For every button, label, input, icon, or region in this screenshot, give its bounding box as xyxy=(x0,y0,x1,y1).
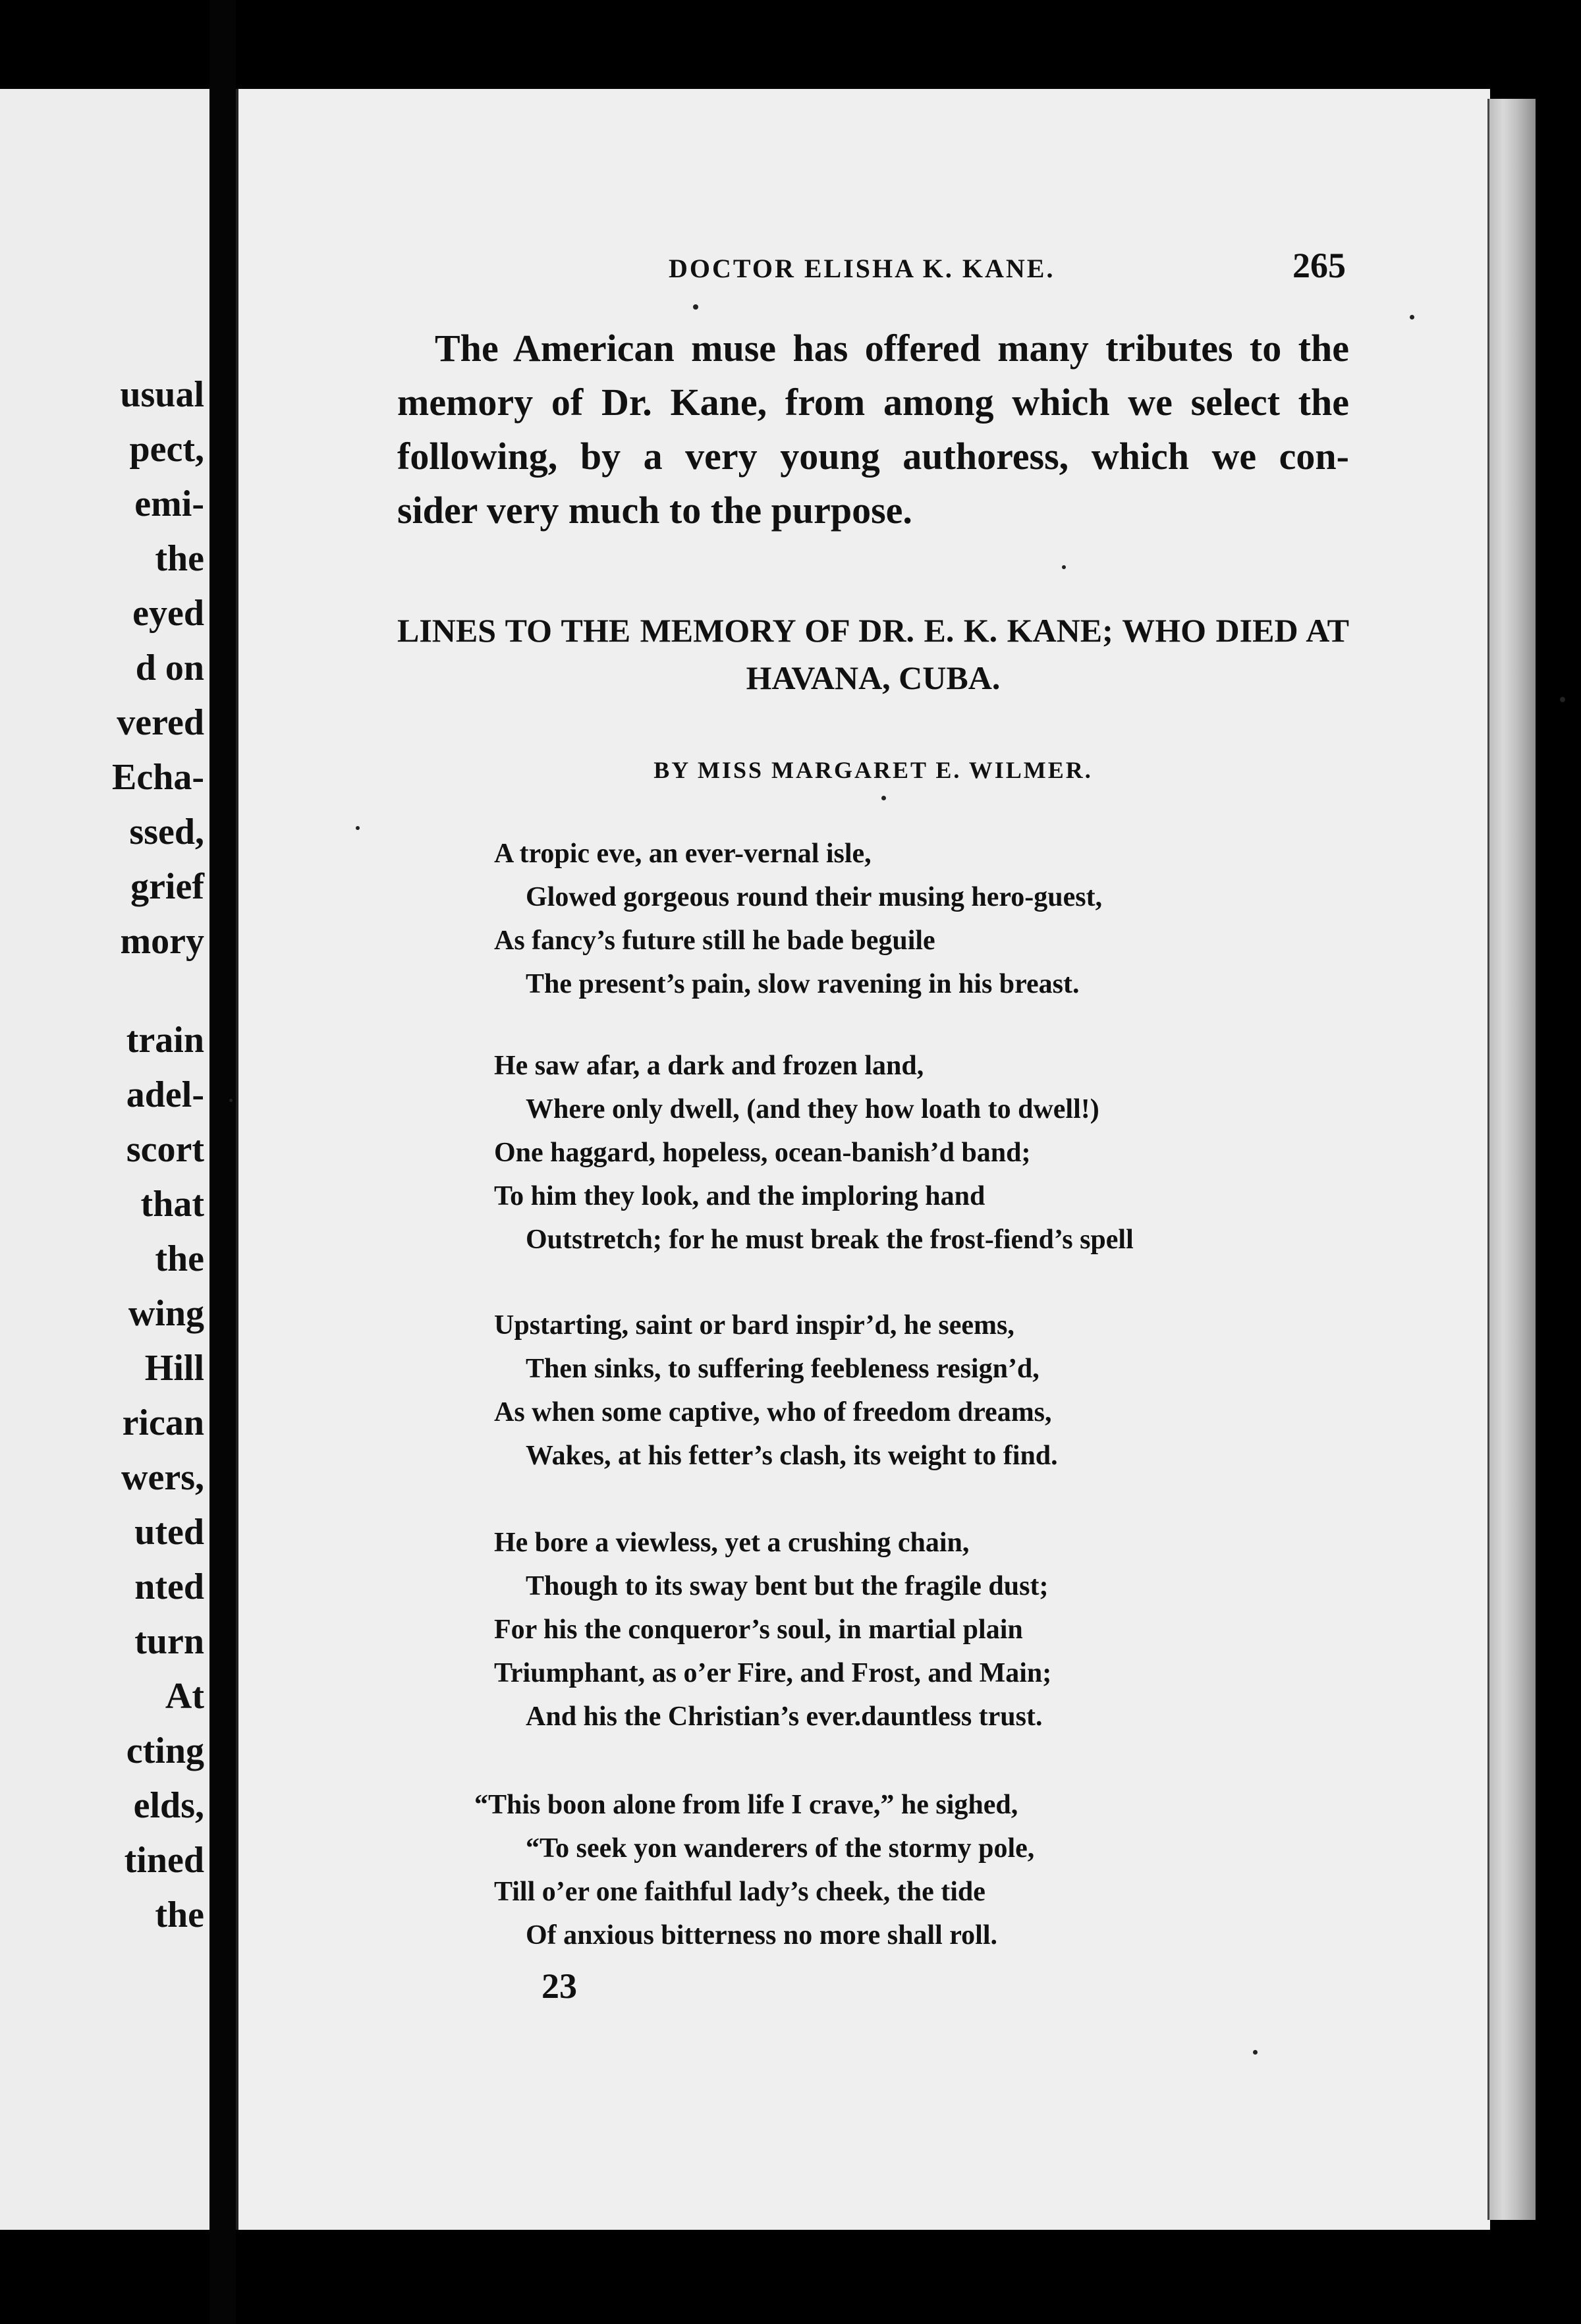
poem-heading: LINES TO THE MEMORY OF DR. E. K. KANE; WHO DIED AT xyxy=(397,612,1349,649)
scan-speck xyxy=(693,304,698,310)
poem-line: “This boon alone from life I crave,” he sighed, xyxy=(474,1790,1018,1820)
poem-line: Of anxious bitterness no more shall roll. xyxy=(526,1920,997,1950)
left-page-fragment: Echa- xyxy=(112,757,204,798)
scan-speck xyxy=(1560,697,1565,702)
left-page-fragment: the xyxy=(155,538,204,579)
poem-line: One haggard, hopeless, ocean-banish’d band; xyxy=(494,1138,1031,1168)
poem-heading-continued: HAVANA, CUBA. xyxy=(746,659,1001,696)
scan-speck xyxy=(1253,2050,1258,2055)
poem-line: Triumphant, as o’er Fire, and Frost, and Main; xyxy=(494,1658,1052,1688)
poem-line: Wakes, at his fetter’s clash, its weight to find. xyxy=(526,1441,1058,1471)
left-page-fragment: d on xyxy=(135,648,204,688)
left-page-fragment: turn xyxy=(134,1621,204,1662)
left-page-fragment: usual xyxy=(120,374,204,415)
poem-line: As when some captive, who of freedom dreams, xyxy=(494,1397,1052,1427)
left-page-fragment: scort xyxy=(126,1129,204,1170)
left-page-fragment: adel- xyxy=(126,1074,204,1115)
intro-line: memory of Dr. Kane, from among which we select the xyxy=(397,381,1349,424)
left-page-fragment: uted xyxy=(134,1512,204,1553)
running-title: DOCTOR ELISHA K. KANE. xyxy=(669,254,1055,283)
left-page-fragment: the xyxy=(155,1238,204,1279)
left-page-fragment: tined xyxy=(124,1840,204,1881)
left-page-fragment: At xyxy=(165,1676,204,1717)
left-page-fragment: elds, xyxy=(133,1785,204,1826)
scan-speck xyxy=(881,796,886,800)
poem-line: Upstarting, saint or bard inspir’d, he seems, xyxy=(494,1310,1014,1341)
left-page-fragment: rican xyxy=(122,1402,204,1443)
page-number: 265 xyxy=(1292,246,1346,285)
left-page-fragment: the xyxy=(155,1895,204,1935)
poem-line: Glowed gorgeous round their musing hero-guest, xyxy=(526,882,1103,912)
poem-line: Then sinks, to suffering feebleness resign’d, xyxy=(526,1354,1040,1384)
left-page-fragment: Hill xyxy=(144,1348,204,1389)
left-page-fragment: grief xyxy=(130,866,204,907)
poem-line: Till o’er one faithful lady’s cheek, the tide xyxy=(494,1877,985,1907)
left-page-fragment: eyed xyxy=(132,593,204,634)
book-gutter xyxy=(209,0,236,2324)
left-page-fragment: ssed, xyxy=(129,812,204,852)
left-page-fragment: pect, xyxy=(129,429,204,470)
left-page-fragment: wers, xyxy=(121,1457,204,1498)
left-page-fragment: vered xyxy=(117,702,204,743)
left-page-fragment: wing xyxy=(128,1293,204,1334)
poem-line: And his the Christian’s ever.dauntless trust. xyxy=(526,1702,1043,1732)
poem-line: “To seek yon wanderers of the stormy pole, xyxy=(526,1833,1035,1864)
poem-line: For his the conqueror’s soul, in martial plain xyxy=(494,1615,1023,1645)
left-page-fragment: emi- xyxy=(134,484,204,524)
intro-line: sider very much to the purpose. xyxy=(397,489,912,532)
poem-byline: BY MISS MARGARET E. WILMER. xyxy=(653,757,1093,783)
poem-line: The present’s pain, slow ravening in his breast. xyxy=(526,969,1080,999)
left-facing-page xyxy=(0,89,209,2230)
signature-mark: 23 xyxy=(541,1966,577,2006)
intro-line: following, by a very young authoress, which we con- xyxy=(397,435,1349,478)
left-page-fragment: nted xyxy=(134,1566,204,1607)
poem-line: Though to its sway bent but the fragile dust; xyxy=(526,1571,1049,1601)
poem-line: To him they look, and the imploring hand xyxy=(494,1181,985,1211)
intro-line: The American muse has offered many tributes to the xyxy=(435,327,1349,370)
poem-line: Where only dwell, (and they how loath to dwell!) xyxy=(526,1094,1099,1124)
poem-line: He saw afar, a dark and frozen land, xyxy=(494,1051,924,1081)
scan-speck xyxy=(229,1099,233,1102)
left-page-fragment: mory xyxy=(120,921,204,962)
poem-line: As fancy’s future still he bade beguile xyxy=(494,926,935,956)
scan-speck xyxy=(356,826,360,830)
poem-line: A tropic eve, an ever-vernal isle, xyxy=(494,839,872,869)
poem-line: Outstretch; for he must break the frost-fiend’s spell xyxy=(526,1225,1134,1255)
left-page-fragment: train xyxy=(126,1020,204,1061)
scan-speck xyxy=(1062,565,1066,569)
left-page-fragment: cting xyxy=(126,1730,204,1771)
left-page-fragment: that xyxy=(140,1184,204,1225)
scan-speck xyxy=(1410,315,1414,319)
poem-line: He bore a viewless, yet a crushing chain, xyxy=(494,1528,970,1558)
page-edge xyxy=(1487,99,1536,2220)
